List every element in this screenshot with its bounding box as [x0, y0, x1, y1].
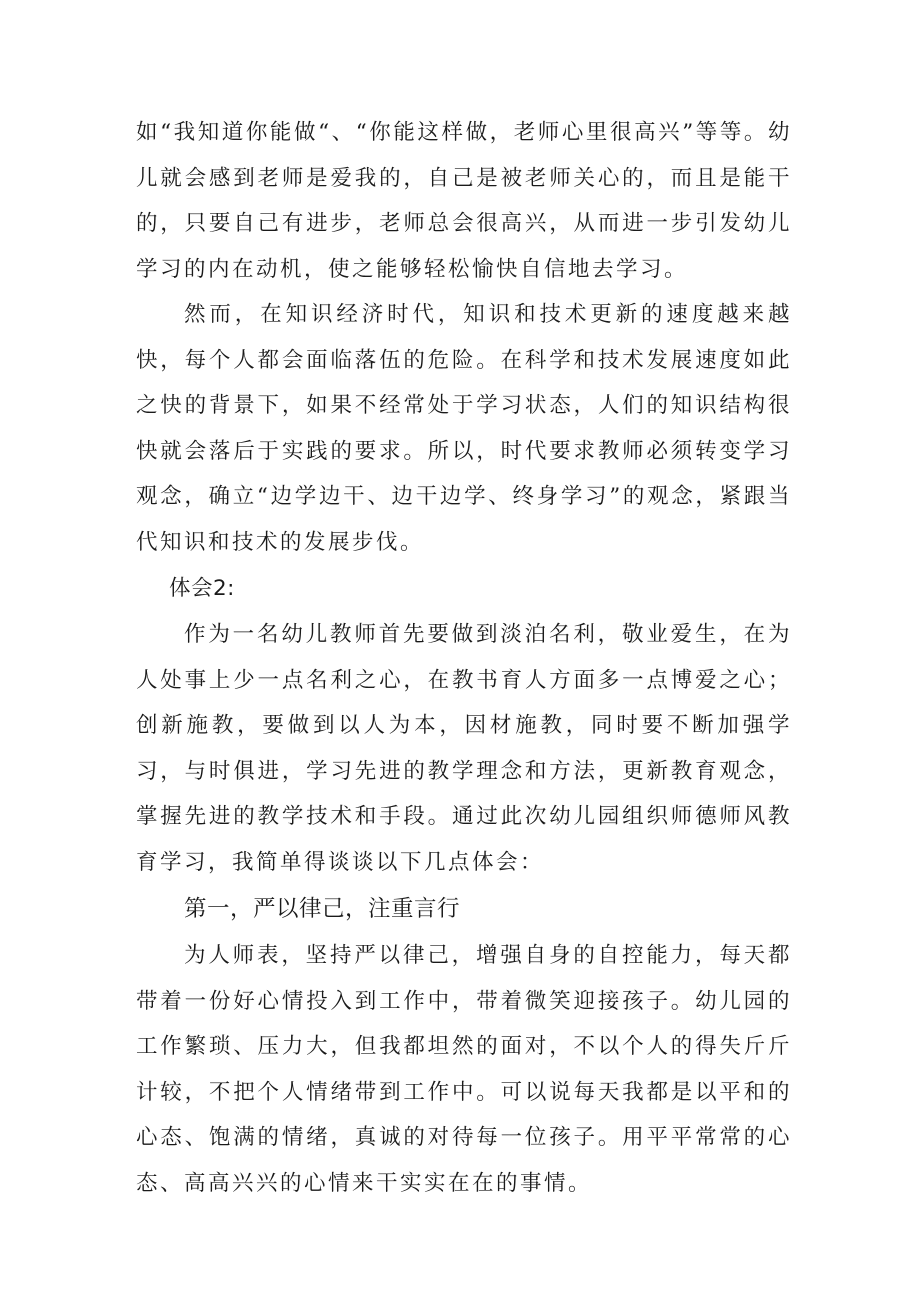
document-body: [136, 110, 792, 1206]
paragraph-2: 然而，在知识经济时代，知识和技术更新的速度越来越快，每个人都会面临落伍的危险。在科学和技术发展速度如此之快的背景下，如果不经常处于学习状态，人们的知识结构很快就会落后于实践的要求。所以，时代要求教师必须转变学习观念，确立“边学边干、边干边学、终身学习”的观念，紧跟当代知识和技术的发展步伐。: [136, 302, 792, 555]
paragraph-3: 作为一名幼儿教师首先要做到淡泊名利，敬业爱生，在为人处事上少一点名利之心，在教书育人方面多一点博爱之心；创新施教，要做到以人为本，因材施教，同时要不断加强学习，与时俱进，学习先进的教学理念和方法，更新教育观念，掌握先进的教学技术和手段。通过此次幼儿园组织师德师风教育学习，我简单得谈谈以下几点体会：: [136, 622, 792, 875]
paragraph-1: 如“我知道你能做“、“你能这样做，老师心里很高兴”等等。幼儿就会感到老师是爱我的，自己是被老师关心的，而且是能干的，只要自己有进步，老师总会很高兴，从而进一步引发幼儿学习的内在动机，使之能够轻松愉快自信地去学习。: [136, 120, 792, 282]
section-heading-tihui-2: 体会2:: [169, 576, 235, 601]
section-heading-first: 第一，严以律己，注重言行: [184, 896, 461, 922]
paragraph-4: 为人师表，坚持严以律己，增强自身的自控能力，每天都带着一份好心情投入到工作中，带着微笑迎接孩子。幼儿园的工作繁琐、压力大，但我都坦然的面对，不以个人的得失斤斤计较，不把个人情绪带到工作中。可以说每天我都是以平和的心态、饱满的情绪，真诚的对待每一位孩子。用平平常常的心态、高高兴兴的心情来干实实在在的事情。: [136, 943, 792, 1196]
